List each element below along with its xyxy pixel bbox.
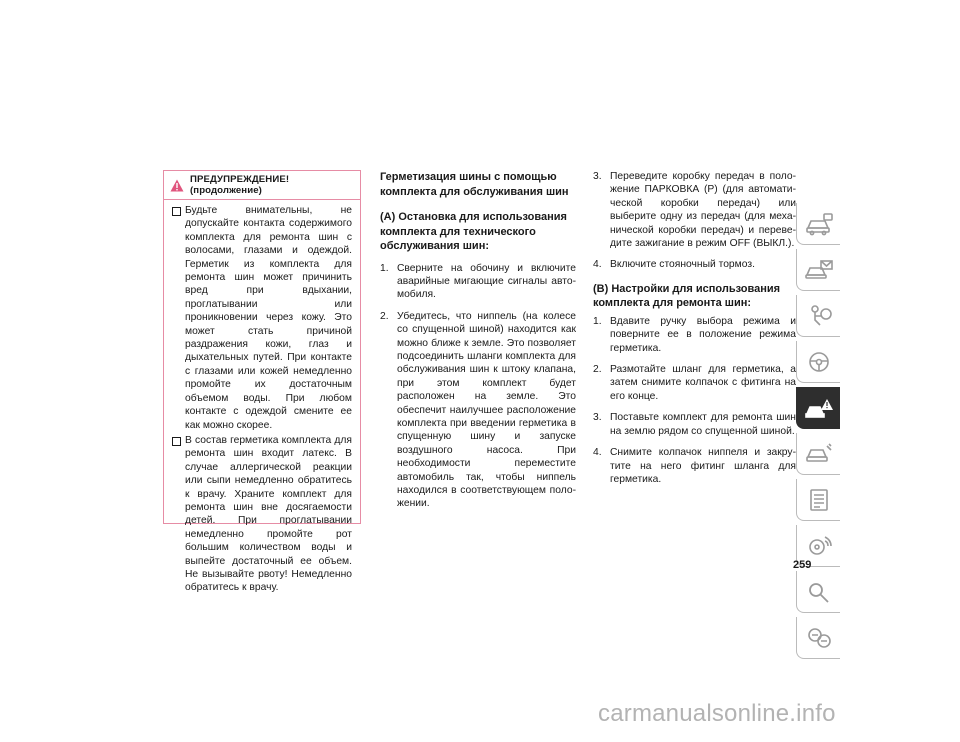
step-text: Вдавите ручку выбора режима и поверните ее в положение режима герметика. — [610, 315, 796, 354]
page-number: 259 — [793, 559, 812, 571]
bullet-square-icon — [172, 437, 181, 446]
step-number: 1. — [593, 315, 602, 327]
step-text: Переведите коробку передач в положение ПАРКОВКА (P) (для автоматической коробки передач) или выберите одну из передач (для механической коробки передач) и переведите зажигание в режим OFF (ВЫКЛ.). — [610, 171, 796, 250]
bullet-square-icon — [172, 207, 181, 216]
tab-specifications[interactable] — [796, 479, 840, 521]
step-text: Поставьте комплект для ремонта шин на землю рядом со спущенной шиной. — [610, 412, 796, 437]
list-item — [380, 310, 576, 511]
warning-bullet-text: В состав герметика комплекта для ремонта шин входит латекс. В случае аллергической реакции или сыпи немедленно обратитесь к врачу. Храните комплект для ремонта шин вне досягаемости детей. При проглатывании немедленно промойте рот большим количеством воды и выпейте достаточный ее объем. Не вызывайте рвоту! Немедленно обратитесь к врачу. — [185, 434, 352, 594]
step-text: Включите стояночный тормоз. — [610, 259, 755, 271]
warning-bullet — [172, 204, 352, 432]
car-dashboard-icon — [804, 212, 834, 236]
warning-triangle-icon — [170, 179, 184, 192]
multimedia-icon — [804, 534, 834, 558]
list-item — [593, 315, 796, 355]
steps-a-continued-list — [593, 170, 796, 272]
car-service-icon — [804, 442, 834, 466]
list-item — [380, 262, 576, 302]
language-icon — [804, 626, 834, 650]
section-title: Герметизация шины с помощью комплекта для обслуживания шин — [380, 171, 569, 198]
steps-a-list — [380, 262, 576, 511]
step-number: 2. — [380, 310, 389, 322]
step-number: 2. — [593, 364, 602, 376]
specifications-list-icon — [804, 488, 834, 512]
car-emergency-icon — [804, 396, 834, 420]
steps-b-list — [593, 315, 796, 486]
step-number: 1. — [380, 262, 389, 274]
list-item — [593, 363, 796, 403]
warning-header — [164, 171, 360, 200]
tab-airbag-safety[interactable] — [796, 295, 840, 337]
airbag-safety-icon — [804, 304, 834, 328]
tab-language[interactable] — [796, 617, 840, 659]
warning-bullet-text: Будьте внимательны, не допускайте контакта содержимого комплекта для ремонта шин с волосами, глазами и одеждой. Герметик из комплекта для ремонта шин может причинить вред при вдыхании, проглатывании или проникновении через кожу. Это может стать причиной раздражения кожи, глаз и дыхательных путей. При контакте с глазами или кожей немедленно промойте их достаточным объемом воды. При любом контакте с одеждой смените ее как можно скорее. — [185, 205, 352, 431]
tab-car-emergency[interactable] — [796, 387, 840, 429]
warning-title: ПРЕДУПРЕЖДЕНИЕ! (продолжение) — [190, 174, 290, 196]
subsection-a-title: (A) Остановка для использования комплекта для технического обслуживания шин: — [380, 211, 567, 252]
subsection-b-title: (B) Настройки для использования комплекта для ремонта шин: — [593, 282, 781, 310]
warning-bullet — [172, 434, 352, 595]
list-item — [593, 446, 796, 486]
step-text: Убедитесь, что ниппель (на колесе со спущенной шиной) находится как можно ближе к земле. Это позволяет подсоединить шланги комплекта для обслуживания шин к штоку клапана, при этом комплект будет расположен на земле. Это обеспечит наилучшее расположение комплекта при введении герметика в спущенную шину и запуске воздушного насоса. При необходимости переместите автомобиль так, чтобы ниппель находился в соответствующем положении. — [397, 310, 576, 510]
step-number: 3. — [593, 412, 602, 424]
step-number: 3. — [593, 171, 602, 182]
step-number: 4. — [593, 259, 602, 271]
chapter-tabs — [796, 203, 844, 663]
index-search-icon — [804, 580, 834, 604]
car-mail-icon — [804, 258, 834, 282]
steering-wheel-icon — [804, 350, 834, 374]
tab-car-dashboard[interactable] — [796, 203, 840, 245]
tab-car-service[interactable] — [796, 433, 840, 475]
step-text: Размотайте шланг для герметика, а затем снимите колпачок с фитинга на его конце. — [610, 364, 796, 402]
step-text: Снимите колпачок ниппеля и закрутите на него фитинг шланга для герметика. — [610, 447, 796, 485]
list-item — [593, 411, 796, 438]
right-column — [593, 170, 796, 486]
watermark: carmanualsonline.info — [598, 700, 836, 727]
tab-car-mail[interactable] — [796, 249, 840, 291]
list-item — [593, 170, 796, 250]
list-item — [593, 258, 796, 271]
tab-steering-wheel[interactable] — [796, 341, 840, 383]
tab-index-search[interactable] — [796, 571, 840, 613]
step-number: 4. — [593, 447, 602, 459]
middle-column — [380, 170, 576, 511]
step-text: Сверните на обочину и включите аварийные мигающие сигналы автомобиля. — [397, 262, 576, 301]
warning-box — [163, 170, 361, 594]
